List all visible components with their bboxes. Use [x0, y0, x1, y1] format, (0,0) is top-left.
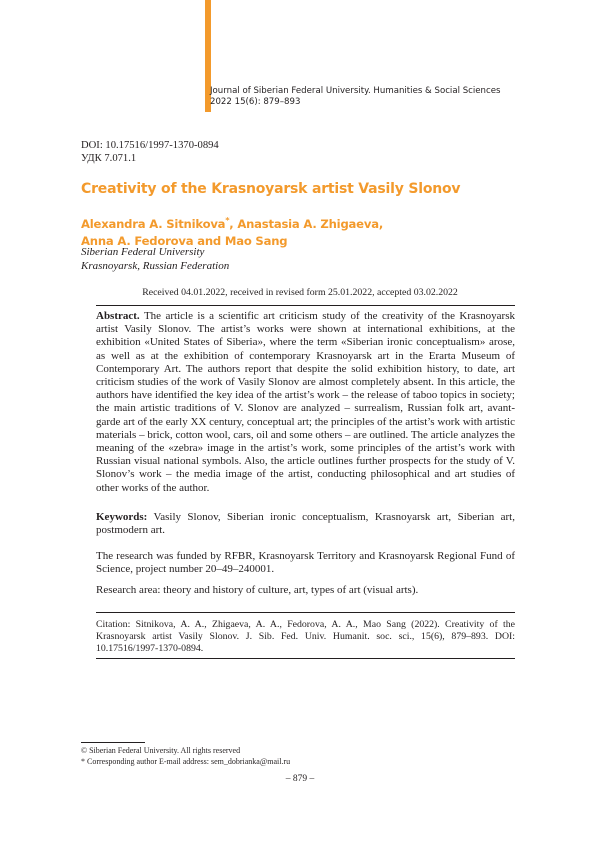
- abstract-label: Abstract.: [96, 310, 140, 322]
- keywords: [96, 511, 515, 537]
- journal-issue: 2022 15(6): 879–893: [210, 97, 301, 107]
- divider-top: [96, 305, 515, 306]
- copyright-note: © Siberian Federal University. All rights reserved: [81, 746, 241, 755]
- author-name: Alexandra A. Sitnikova: [81, 216, 226, 231]
- citation: Citation: Sitnikova, A. A., Zhigaeva, A. A., Fedorova, A. A., Mao Sang (2022). Creativity of the Krasnoyarsk artist Vasily Slonov. J. Sib. Fed. Univ. Humanit. soc. sci., 15(6), 879–893. DOI: 10.17516/1997-1370-0894.: [96, 619, 515, 654]
- author-line-1: [81, 212, 383, 233]
- funding-statement: The research was funded by RFBR, Krasnoyarsk Territory and Krasnoyarsk Regional Fund of Science, project number 20–49–240001.: [96, 550, 515, 576]
- journal-name: Journal of Siberian Federal University. Humanities & Social Sciences: [210, 86, 501, 96]
- author-line-2: Anna A. Fedorova and Mao Sang: [81, 233, 288, 248]
- keywords-label: Keywords:: [96, 511, 148, 523]
- doi: DOI: 10.17516/1997-1370-0894: [81, 140, 219, 151]
- keywords-text: Vasily Slonov, Siberian ironic conceptualism, Krasnoyarsk art, Siberian art, postmodern art.: [96, 511, 515, 537]
- institution: Siberian Federal University: [81, 246, 205, 258]
- received-dates: Received 04.01.2022, received in revised form 25.01.2022, accepted 03.02.2022: [142, 287, 458, 298]
- divider-citation-top: [96, 612, 515, 613]
- author-name: , Anastasia A. Zhigaeva,: [229, 216, 384, 231]
- udk: УДК 7.071.1: [81, 153, 137, 164]
- journal-header: [210, 86, 501, 108]
- identifiers: [81, 139, 219, 165]
- abstract: [96, 310, 515, 495]
- research-area: Research area: theory and history of culture, art, types of art (visual arts).: [96, 584, 419, 596]
- abstract-text: The article is a scientific art criticism study of the creativity of the Krasnoyarsk artist Vasily Slonov. The artist’s works were shown at international exhibitions, at the exhibition «United States of Siberia», where the term «Siberian ironic conceptualism» arose, as well as at the exhibition of contemporary Krasnoyarsk art in the Erarta Museum of Contemporary Art. The authors report that despite the solid exhibition history, to date, art criticism studies of the work of Vasily Slonov are almost completely absent. In this article, the authors have identified the key idea of the artist’s work – the release of taboo topics in society; the main artistic traditions of V. Slonov are analyzed – surrealism, Russian folk art, avant-garde art of the early XX century, conceptual art; the principles of the artist’s work with artistic materials – brick, cotton wool, cars, oil and some others – are outlined. The article analyzes the meaning of the «zebra» image in the artist’s work, some principles of the artist’s work with Russian visual national symbols. Also, the article outlines further prospects for the study of V. Slonov’s work – the media image of the artist, conducting philosophical and art studies of other works of the author.: [96, 310, 515, 494]
- corresponding-author-note: * Corresponding author E-mail address: sem_dobrianka@mail.ru: [81, 757, 291, 766]
- affiliation: [81, 245, 229, 273]
- location: Krasnoyarsk, Russian Federation: [81, 260, 230, 272]
- corresponding-mark: *: [225, 216, 230, 225]
- article-title: Creativity of the Krasnoyarsk artist Vasily Slonov: [81, 181, 461, 197]
- footnote-divider: [81, 742, 145, 743]
- page-number: – 879 –: [285, 774, 315, 784]
- footnotes: [81, 745, 290, 767]
- divider-citation-bottom: [96, 658, 515, 659]
